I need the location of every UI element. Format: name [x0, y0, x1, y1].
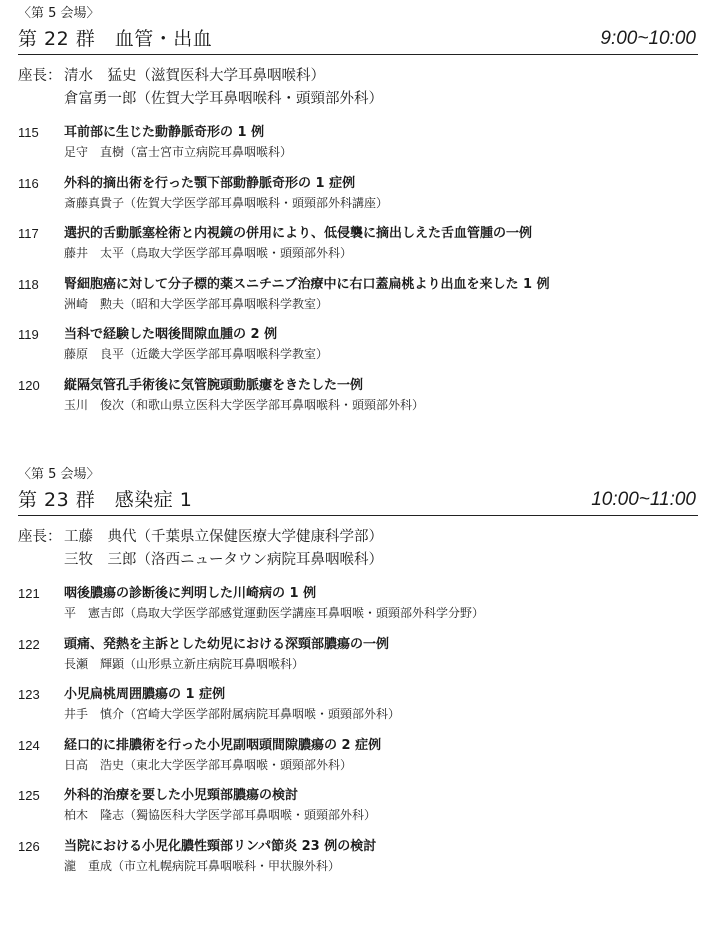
chair-line: [18, 88, 698, 111]
chair-line: [18, 549, 698, 572]
talk-list: [18, 585, 698, 888]
talk-item: [18, 787, 698, 838]
chairs: [18, 526, 698, 572]
talk-title: 小児扁桃周囲膿瘍の 1 症例: [64, 687, 226, 702]
session-title: 第 23 群 感染症 1: [18, 489, 193, 511]
talk-author: 長瀬 輝顕（山形県立新庄病院耳鼻咽喉科）: [64, 656, 305, 671]
talk-item: [18, 838, 698, 889]
talk-author: 藤井 太平（鳥取大学医学部耳鼻咽喉・頭頸部外科）: [64, 246, 353, 260]
chair-name: 倉富勇一郎（佐賀大学耳鼻咽喉科・頭頸部外科）: [64, 91, 383, 107]
talk-author: 洲崎 勲夫（昭和大学医学部耳鼻咽喉科学教室）: [64, 296, 329, 311]
talk-title: 外科的摘出術を行った顎下部動静脈奇形の 1 症例: [64, 175, 356, 191]
chair-name: 工藤 典代（千葉県立保健医療大学健康科学部）: [64, 529, 383, 545]
talk-number: 123: [18, 687, 40, 702]
talk-item: [18, 585, 698, 636]
venue-label: 〈第 5 会場〉: [18, 467, 100, 482]
talk-number: 119: [18, 327, 39, 342]
talk-title: 当院における小児化膿性頸部リンパ節炎 23 例の検討: [64, 838, 377, 854]
talk-item: [18, 737, 698, 788]
chair-name: 三牧 三郎（洛西ニュータウン病院耳鼻咽喉科）: [64, 552, 383, 568]
chair-line: [18, 526, 698, 549]
talk-item: [18, 636, 698, 687]
talk-number: 125: [18, 788, 40, 803]
talk-author: 瀧 重成（市立札幌病院耳鼻咽喉科・甲状腺外科）: [64, 858, 341, 873]
session-22: [18, 6, 698, 427]
talk-title: 咽後膿瘍の診断後に判明した川崎病の 1 例: [64, 586, 317, 601]
talk-title: 縦隔気管孔手術後に気管腕頭動脈瘻をきたした一例: [64, 377, 364, 393]
talk-title: 腎細胞癌に対して分子標的薬スニチニブ治療中に右口蓋扁桃より出血を来した 1 例: [64, 276, 550, 292]
talk-number: 117: [18, 226, 39, 241]
talk-item: [18, 326, 698, 377]
chairs: [18, 65, 698, 111]
chair-label: 座長：: [18, 529, 62, 545]
talk-title: 耳前部に生じた動静脈奇形の 1 例: [64, 125, 265, 140]
talk-item: [18, 175, 698, 226]
talk-item: [18, 377, 698, 428]
chair-line: [18, 65, 698, 88]
venue-label: 〈第 5 会場〉: [18, 6, 100, 21]
talk-item: [18, 276, 698, 327]
session-header: [18, 24, 698, 55]
session-time: 10:00~11:00: [591, 489, 696, 510]
talk-title: 経口的に排膿術を行った小児副咽頭間隙膿瘍の 2 症例: [64, 737, 382, 753]
talk-author: 柏木 隆志（獨協医科大学医学部耳鼻咽喉・頭頸部外科）: [64, 808, 377, 822]
talk-author: 平 憲吉郎（鳥取大学医学部感覚運動医学講座耳鼻咽喉・頭頸部外科学分野）: [64, 606, 485, 620]
talk-author: 足守 直樹（富士宮市立病院耳鼻咽喉科）: [64, 145, 293, 159]
talk-title: 外科的治療を要した小児頸部膿瘍の検討: [64, 788, 299, 803]
chair-name: 清水 猛史（滋賀医科大学耳鼻咽喉科）: [64, 68, 325, 84]
talk-item: [18, 225, 698, 276]
talk-list: [18, 124, 698, 427]
talk-number: 124: [18, 737, 40, 753]
talk-author: 井手 慎介（宮崎大学医学部附属病院耳鼻咽喉・頭頸部外科）: [64, 707, 401, 721]
talk-title: 頭痛、発熱を主訴とした幼児における深頸部膿瘍の一例: [64, 636, 390, 652]
talk-title: 選択的舌動脈塞栓術と内視鏡の併用により、低侵襲に摘出しえた舌血管腫の一例: [64, 226, 533, 241]
session-23: [18, 467, 698, 888]
chair-label: 座長：: [18, 68, 62, 84]
talk-number: 121: [18, 586, 40, 601]
talk-title: 当科で経験した咽後間隙血腫の 2 例: [64, 327, 278, 342]
talk-number: 118: [18, 276, 39, 292]
session-title: 第 22 群 血管・出血: [18, 28, 213, 50]
talk-number: 122: [18, 636, 40, 652]
talk-item: [18, 686, 698, 737]
talk-author: 日高 浩史（東北大学医学部耳鼻咽喉・頭頸部外科）: [64, 757, 353, 772]
session-time: 9:00~10:00: [600, 28, 696, 49]
talk-number: 120: [18, 377, 40, 393]
talk-author: 斎藤真貴子（佐賀大学医学部耳鼻咽喉科・頭頸部外科講座）: [64, 195, 389, 210]
talk-author: 玉川 俊次（和歌山県立医科大学医学部耳鼻咽喉科・頭頸部外科）: [64, 397, 425, 412]
talk-number: 126: [18, 838, 40, 854]
session-header: [18, 485, 698, 516]
talk-number: 115: [18, 125, 39, 140]
talk-number: 116: [18, 175, 39, 191]
talk-author: 藤原 良平（近畿大学医学部耳鼻咽喉科学教室）: [64, 347, 329, 361]
talk-item: [18, 124, 698, 175]
